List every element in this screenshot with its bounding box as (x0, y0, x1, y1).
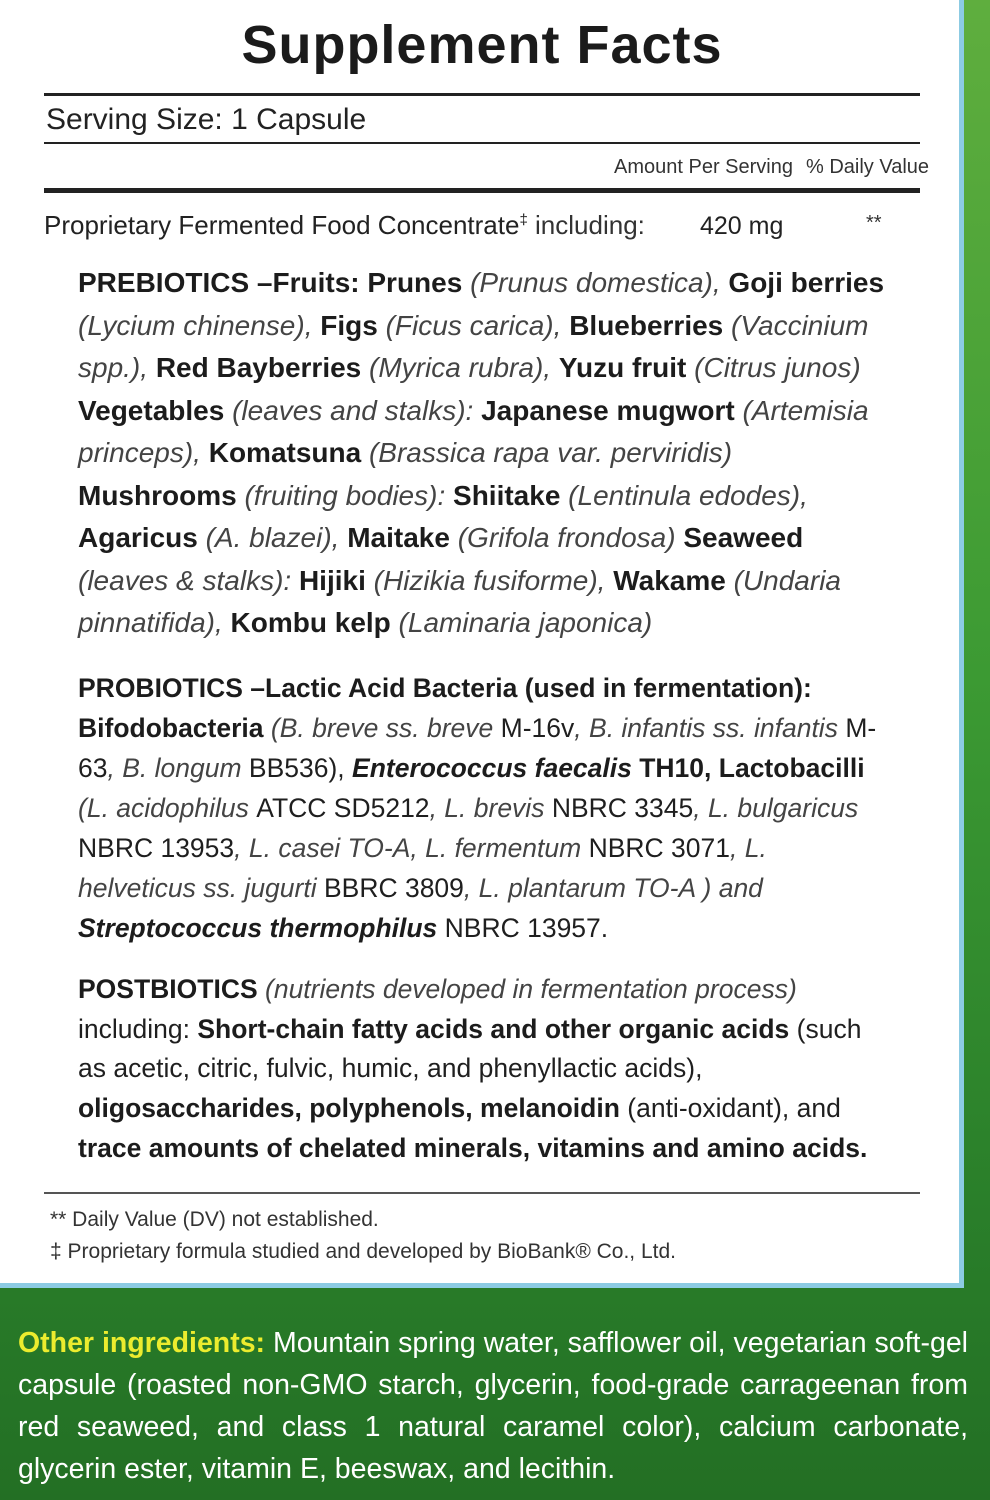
strain-code: NBRC 13953 (78, 833, 235, 863)
ingredient-name: Red Bayberries (155, 352, 362, 383)
scfa-detail: (such as acetic, citric, fulvic, humic, and phenyllactic acids), (78, 1013, 862, 1084)
ingredient-name: Wakame (613, 564, 726, 596)
ingredient-latin: (Laminaria japonica) (390, 607, 653, 638)
ingredient-name: Hijiki (298, 564, 366, 596)
scfa-text: Short-chain fatty acids and other organic acids (197, 1013, 790, 1044)
oligo-detail: (anti-oxidant), and (619, 1093, 841, 1124)
seaweed-note: (leaves & stalks): (78, 564, 299, 596)
strain-detail: (L. acidophilus (78, 793, 257, 823)
ingredient-latin: (Ficus carica), (377, 309, 570, 341)
double-dagger-mark: ‡ (519, 211, 528, 229)
proprietary-name: Proprietary Fermented Food Concentrate (44, 210, 520, 240)
bifido-name: Bifodobacteria (78, 713, 264, 743)
probiotics-section (78, 668, 888, 948)
including-text: including: (527, 210, 645, 240)
ingredient-name: Figs (320, 309, 378, 341)
strain-detail: , L. plantarum TO-A ) and (463, 873, 763, 903)
postbiotics-heading: POSTBIOTICS (78, 974, 258, 1004)
seaweed-label: Seaweed (683, 522, 804, 553)
ingredient-name: Kombu kelp (230, 607, 391, 638)
ingredient-latin: (Undaria pinnatifida), (78, 564, 841, 638)
other-ingredients-text: Mountain spring water, safflower oil, vegetarian soft-gel capsule (roasted non-GMO starch, glycerin, food-grade carrageenan from red seaweed, and class 1 natural caramel color), calcium carbonate, glycerin ester, vitamin E, beeswax, and lecithin. (18, 1327, 968, 1485)
vegetables-label: Vegetables (78, 394, 225, 426)
ingredient-latin: (Prunus domestica), (462, 267, 729, 298)
ingredient-latin: (Hizikia fusiforme), (365, 564, 614, 596)
probiotics-subheading: –Lactic Acid Bacteria (used in fermentation): (242, 673, 812, 703)
prebiotics-section (78, 262, 888, 645)
entero-code: TH10, (631, 753, 719, 783)
amount-per-serving-header: Amount Per Serving (614, 156, 793, 178)
strain-code: M-63 (78, 713, 877, 783)
strain-code: BB536), (248, 753, 353, 783)
ingredient-name: Agaricus (78, 522, 198, 553)
strain-detail: , L. helveticus ss. jugurti (78, 833, 767, 903)
title-rule (44, 93, 920, 96)
prebiotics-heading: PREBIOTICS (78, 267, 250, 298)
proprietary-dv: ** (866, 212, 882, 234)
strep-code: NBRC 13957. (437, 913, 609, 943)
ingredient-latin: (Vaccinium spp.), (78, 309, 869, 383)
mushrooms-note: (fruiting bodies): (236, 479, 454, 511)
strain-detail: , L. casei TO-A, L. fermentum (234, 833, 589, 863)
postbiotics-including: including: (78, 1013, 198, 1044)
trace-text: trace amounts of chelated minerals, vitamins and amino acids. (78, 1132, 868, 1163)
other-ingredients-label: Other ingredients: (18, 1327, 266, 1359)
fruits-label: –Fruits: (249, 267, 368, 298)
ingredient-name: Goji berries (728, 267, 885, 298)
panel-title: Supplement Facts (241, 15, 723, 75)
ingredient-latin: (Brassica rapa var. perviridis) (361, 437, 733, 468)
strain-code: ATCC SD5212 (256, 793, 430, 823)
serving-rule (44, 142, 920, 144)
probiotics-heading: PROBIOTICS (78, 673, 243, 703)
ingredient-name: Yuzu fruit (558, 352, 687, 383)
ingredient-latin: (Myrica rubra), (361, 352, 559, 383)
strain-detail: , L. brevis (429, 793, 552, 823)
proprietary-amount: 420 mg (700, 212, 784, 240)
daily-value-header: % Daily Value (806, 156, 930, 178)
ingredient-latin: (Artemisia princeps), (78, 394, 869, 468)
serving-size: Serving Size: 1 Capsule (46, 103, 367, 136)
postbiotics-note: (nutrients developed in fermentation process) (257, 974, 797, 1004)
strain-code: NBRC 3071 (588, 833, 730, 863)
ingredient-latin: (Citrus junos) (686, 352, 861, 383)
ingredient-name: Komatsuna (208, 437, 362, 468)
entero-name: Enterococcus faecalis (352, 753, 632, 783)
proprietary-footnote: ‡ Proprietary formula studied and developed by BioBank® Co., Ltd. (50, 1240, 677, 1263)
ingredient-name: Prunes (367, 267, 463, 298)
strain-code: NBRC 3345 (551, 793, 694, 823)
vegetables-note: (leaves and stalks): (224, 394, 482, 426)
ingredient-name: Blueberries (569, 309, 724, 341)
ingredient-latin: (A. blazei), (197, 522, 348, 553)
strep-name: Streptococcus thermophilus (78, 913, 438, 943)
lacto-name: Lactobacilli (718, 753, 865, 783)
dv-footnote: ** Daily Value (DV) not established. (50, 1208, 379, 1231)
mushrooms-label: Mushrooms (78, 479, 237, 511)
ingredient-latin: (Lentinula edodes), (560, 479, 808, 511)
oligo-text: oligosaccharides, polyphenols, melanoidin (78, 1093, 620, 1124)
ingredient-name: Shiitake (453, 479, 561, 511)
ingredient-name: Japanese mugwort (481, 394, 735, 426)
footnote-rule (44, 1192, 920, 1194)
strain-detail: , L. bulgaricus (693, 793, 859, 823)
header-rule (44, 188, 920, 193)
strain-detail: , B. longum (107, 753, 249, 783)
strain-code: BBRC 3809 (323, 873, 464, 903)
ingredient-name: Maitake (347, 522, 450, 553)
postbiotics-section (78, 970, 888, 1169)
ingredient-latin: (Grifola frondosa) (449, 522, 684, 553)
strain-detail: (B. breve ss. breve (263, 713, 501, 743)
other-ingredients (18, 1322, 968, 1490)
strain-code: M-16v (500, 713, 575, 743)
strain-detail: , B. infantis ss. infantis (574, 713, 846, 743)
proprietary-blend-row (44, 210, 645, 241)
ingredient-latin: (Lycium chinense), (78, 309, 321, 341)
